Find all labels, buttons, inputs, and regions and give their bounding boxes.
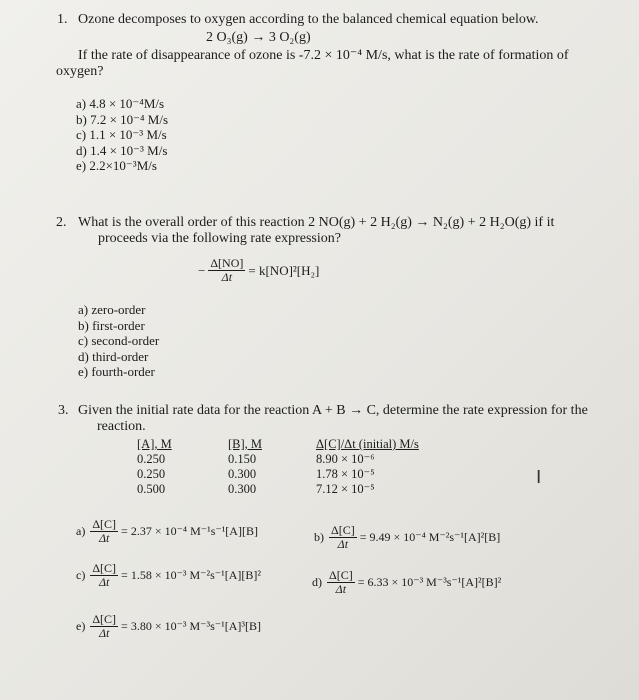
table-cell: 7.12 × 10⁻⁵ [316,482,375,496]
table-cell: 8.90 × 10⁻⁶ [316,452,375,466]
table-cell: 0.250 [137,467,166,481]
q3-option-d[interactable] [312,569,501,596]
fraction-numerator: Δ[C] [331,523,355,537]
q1-number: 1. [57,12,68,27]
table-cell: 0.500 [137,482,166,496]
fraction-numerator: Δ[C] [329,568,353,582]
q1-option-a[interactable]: a) 4.8 × 10⁻⁴M/s [76,96,165,111]
q3-option-b-label: b) [314,530,324,544]
fraction-denominator: Δt [98,531,110,545]
q3-option-b-expr: = 9.49 × 10⁻⁴ M⁻²s⁻¹[A]²[B] [359,530,501,544]
q2-rate-rhs: = k[NO]²[H₂] [248,262,320,278]
fraction-numerator: Δ[C] [92,517,117,531]
q3-option-c[interactable] [76,562,261,589]
q1-option-c[interactable]: c) 1.1 × 10⁻³ M/s [76,127,167,143]
q1-text2: If the rate of disappearance of ozone is -7.2 × 10⁻⁴ M/s, what is the rate of formation of [78,48,569,63]
q3-option-a-label: a) [76,524,86,538]
q3-header-b: [B], M [228,437,263,451]
q3-text2: reaction. [97,419,146,434]
q3-option-e-label: e) [76,619,86,633]
q3-number: 3. [58,403,69,418]
q1-options [76,96,168,174]
table-cell: 0.300 [228,467,257,481]
fraction-denominator: Δt [335,582,347,596]
q3-option-e-fraction [90,613,118,640]
q3-option-e-expr: = 3.80 × 10⁻³ M⁻³s⁻¹[A]³[B] [121,619,261,633]
q3-option-b-fraction [329,524,357,551]
q2-options [78,302,159,380]
q2-text2: proceeds via the following rate expression? [98,231,341,246]
q3-option-c-label: c) [76,568,86,582]
q2-rate-denominator: Δt [221,270,233,284]
q3-col-a [137,437,172,497]
q3-option-a-expr: = 2.37 × 10⁻⁴ M⁻¹s⁻¹[A][B] [121,524,258,538]
table-cell: 0.150 [228,452,257,466]
q2-option-e[interactable]: e) fourth-order [78,364,155,380]
fraction-numerator: Δ[C] [92,612,117,626]
q2-option-c[interactable]: c) second-order [78,333,160,349]
table-cell: 1.78 × 10⁻⁵ [316,467,375,481]
q1-option-d[interactable]: d) 1.4 × 10⁻³ M/s [76,142,168,158]
table-cell: 0.300 [228,482,257,496]
q2-option-d[interactable]: d) third-order [78,348,149,364]
q3-option-d-expr: = 6.33 × 10⁻³ M⁻³s⁻¹[A]²[B]² [357,575,502,589]
fraction-denominator: Δt [98,626,110,640]
q3-header-a: [A], M [137,437,172,451]
q2-option-b[interactable]: b) first-order [78,317,145,333]
fraction-denominator: Δt [98,575,110,589]
q3-option-d-label: d) [312,575,322,589]
q3-option-c-expr: = 1.58 × 10⁻³ M⁻²s⁻¹[A][B]² [121,568,261,582]
q2-rate-expression [198,257,319,284]
q3-text: Given the initial rate data for the reaction A + B → C, determine the rate expression for the [78,403,588,418]
text-cursor-icon: I [536,467,542,488]
fraction-numerator: Δ[C] [92,561,117,575]
q3-option-b[interactable] [314,524,500,551]
q2-rate-fraction [208,257,245,284]
q3-option-a-fraction [90,518,118,545]
q1-option-b[interactable]: b) 7.2 × 10⁻⁴ M/s [76,111,169,127]
q1-text: Ozone decomposes to oxygen according to the balanced chemical equation below. [78,12,539,27]
q3-option-a[interactable] [76,518,258,545]
q1-option-e[interactable]: e) 2.2×10⁻³M/s [76,158,157,174]
q2-rate-minus: − [198,262,206,278]
q3-col-b [228,437,262,497]
q3-option-d-fraction [327,569,355,596]
q2-number: 2. [56,215,67,230]
q2-text: What is the overall order of this reaction 2 NO(g) + 2 H₂(g) → N₂(g) + 2 H₂O(g) if it [78,215,555,230]
q3-header-rate: Δ[C]/Δt (initial) M/s [316,437,419,451]
q1-text3: oxygen? [56,64,104,79]
q2-rate-numerator: Δ[NO] [210,256,244,270]
q3-option-c-fraction [90,562,118,589]
q1-equation: 2 O₃(g) → 3 O₂(g) [206,30,311,45]
q3-col-rate [316,437,419,497]
q2-option-a[interactable]: a) zero-order [78,302,146,317]
q3-option-e[interactable] [76,613,261,640]
fraction-denominator: Δt [337,537,349,551]
table-cell: 0.250 [137,452,166,466]
